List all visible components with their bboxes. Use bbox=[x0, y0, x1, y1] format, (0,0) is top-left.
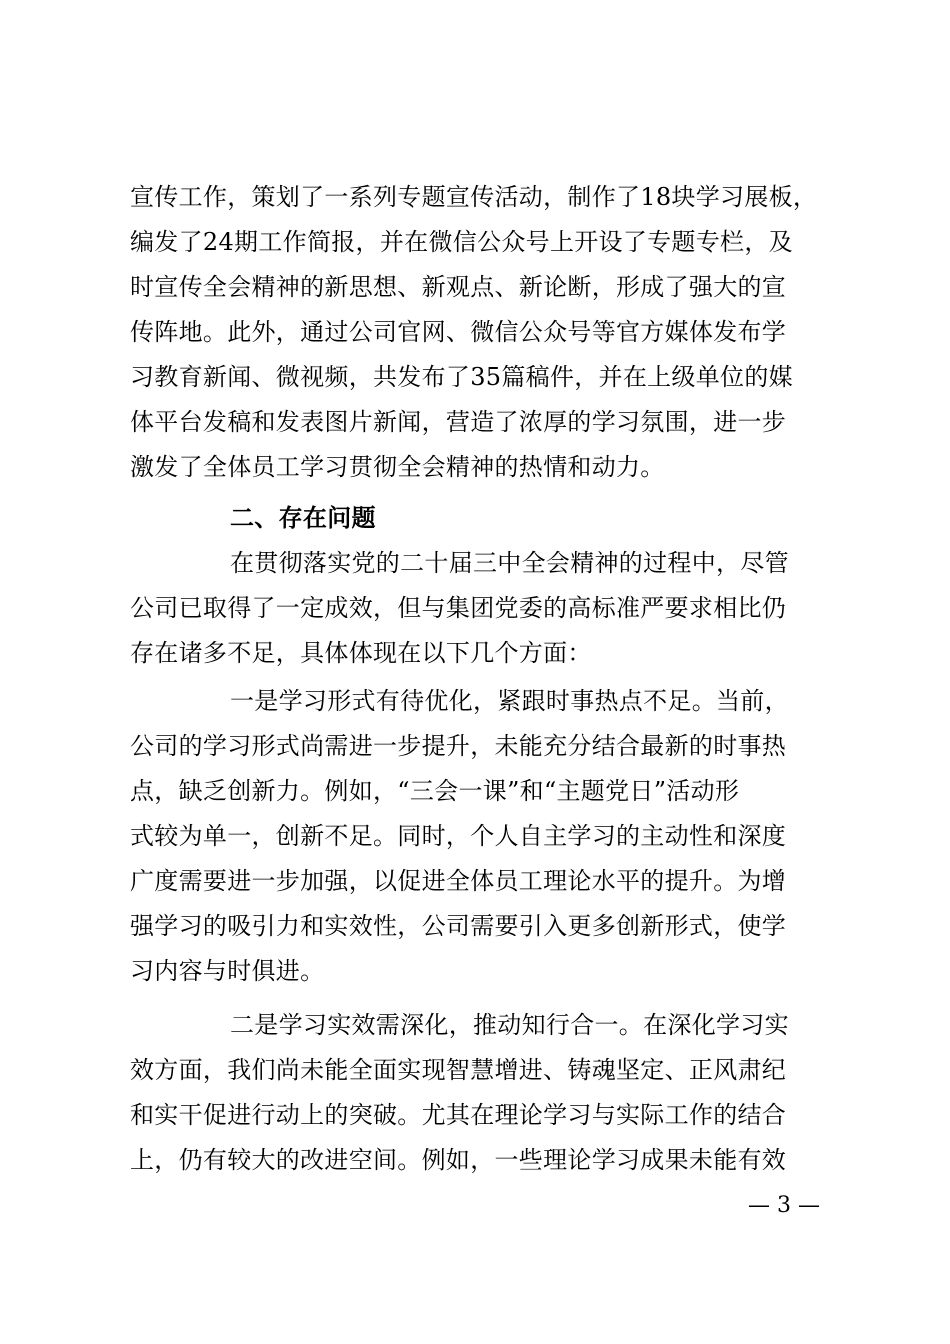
text-line-14: 点，缺乏创新力。例如，“三会一课”和“主题党日”活动形 bbox=[130, 777, 740, 805]
text-line-1: 宣传工作，策划了一系列专题宣传活动，制作了18块学习展板， bbox=[130, 183, 818, 211]
page-number: — 3 — bbox=[748, 1193, 820, 1218]
text-line-16: 广度需要进一步加强，以促进全体员工理论水平的提升。为增 bbox=[130, 867, 787, 895]
text-line-7: 激发了全体员工学习贯彻全会精神的热情和动力。 bbox=[130, 453, 665, 481]
text-line-22: 上，仍有较大的改进空间。例如，一些理论学习成果未能有效 bbox=[130, 1146, 787, 1174]
text-line-9: 在贯彻落实党的二十届三中全会精神的过程中，尽管 bbox=[230, 549, 789, 577]
text-line-12: 一是学习形式有待优化，紧跟时事热点不足。当前， bbox=[230, 687, 789, 715]
text-line-13: 公司的学习形式尚需进一步提升，未能充分结合最新的时事热 bbox=[130, 732, 787, 760]
text-line-19: 二是学习实效需深化，推动知行合一。在深化学习实 bbox=[230, 1011, 789, 1039]
text-line-20: 效方面，我们尚未能全面实现智慧增进、铸魂坚定、正风肃纪 bbox=[130, 1056, 787, 1084]
text-line-4: 传阵地。此外，通过公司官网、微信公众号等官方媒体发布学 bbox=[130, 318, 787, 346]
text-line-10: 公司已取得了一定成效，但与集团党委的高标准严要求相比仍 bbox=[130, 594, 787, 622]
text-line-15: 式较为单一，创新不足。同时，个人自主学习的主动性和深度 bbox=[130, 822, 787, 850]
text-line-5: 习教育新闻、微视频，共发布了35篇稿件，并在上级单位的媒 bbox=[130, 363, 793, 391]
section-heading: 二、存在问题 bbox=[230, 504, 376, 532]
text-line-18: 习内容与时俱进。 bbox=[130, 957, 325, 985]
text-line-6: 体平台发稿和发表图片新闻，营造了浓厚的学习氛围，进一步 bbox=[130, 408, 787, 436]
text-line-2: 编发了24期工作简报，并在微信公众号上开设了专题专栏，及 bbox=[130, 228, 793, 256]
text-line-17: 强学习的吸引力和实效性，公司需要引入更多创新形式，使学 bbox=[130, 912, 787, 940]
text-line-3: 时宣传全会精神的新思想、新观点、新论断，形成了强大的宣 bbox=[130, 273, 787, 301]
text-line-21: 和实干促进行动上的突破。尤其在理论学习与实际工作的结合 bbox=[130, 1101, 787, 1129]
text-line-11: 存在诸多不足，具体体现在以下几个方面： bbox=[130, 639, 592, 667]
